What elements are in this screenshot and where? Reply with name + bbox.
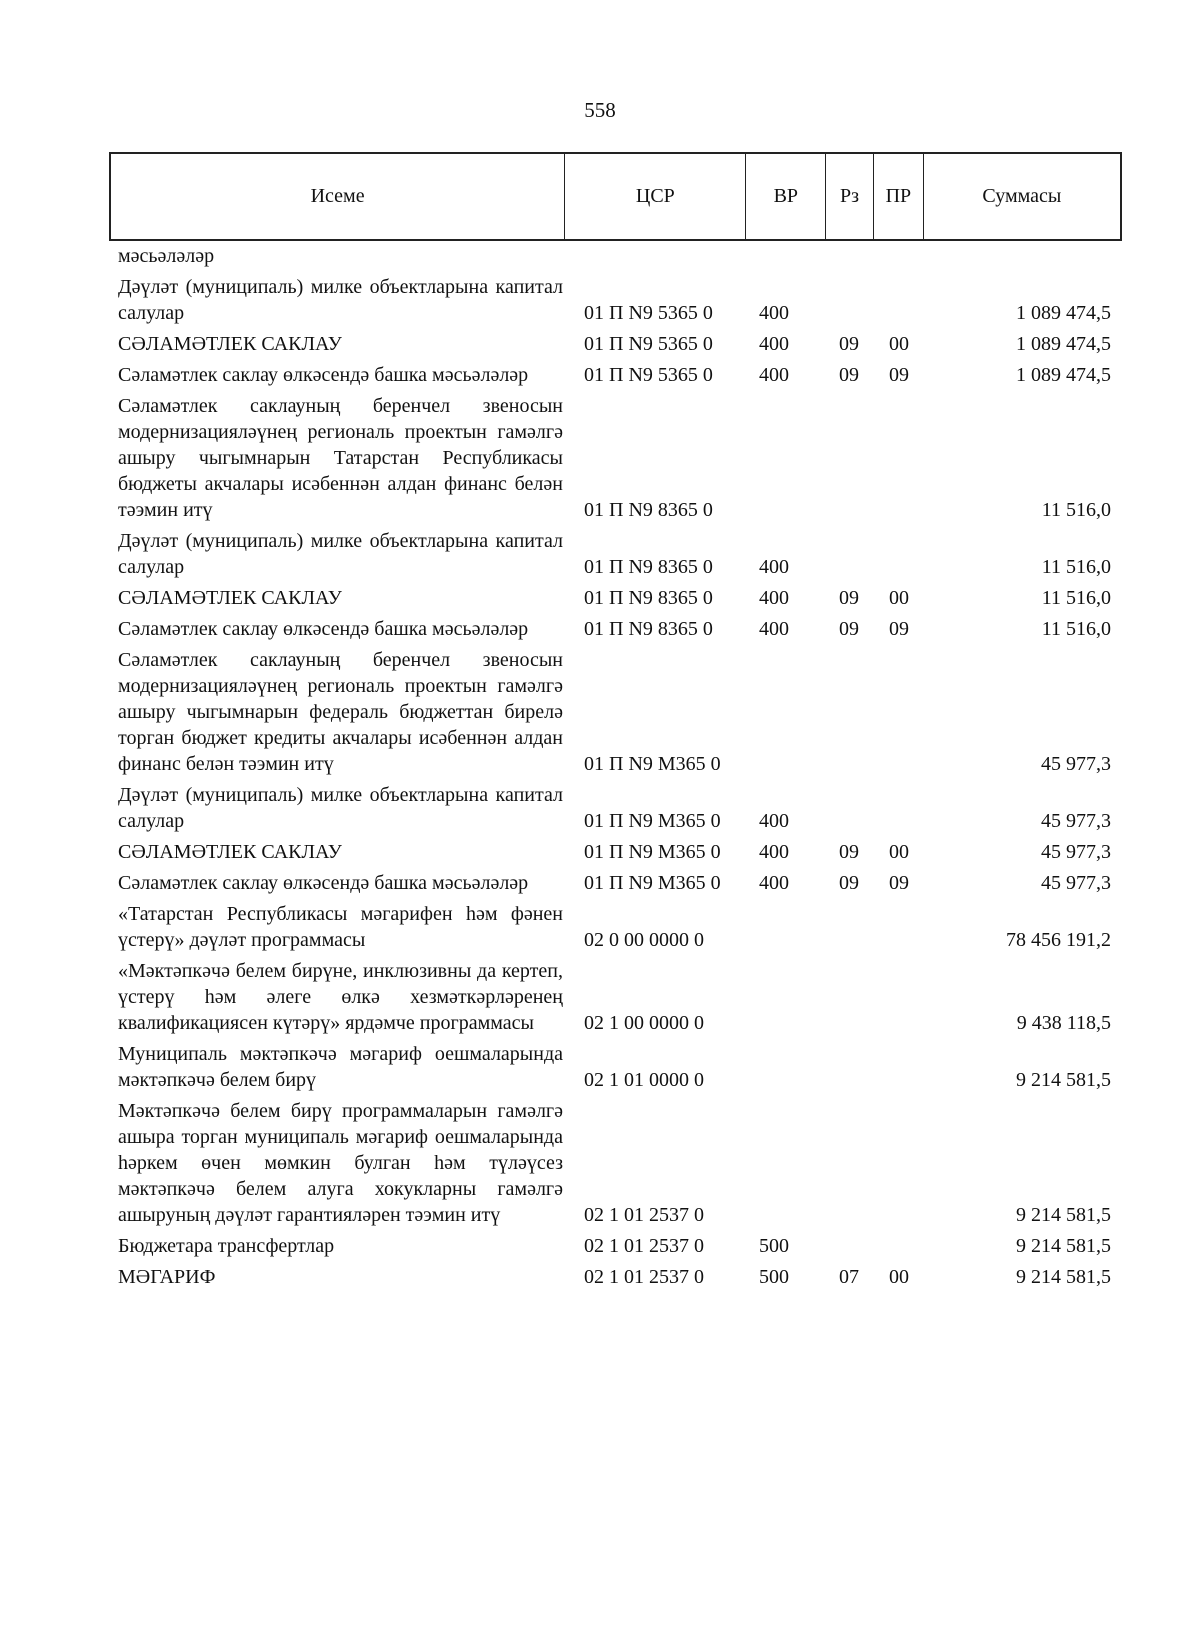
row-sum: 78 456 191,2: [1006, 929, 1111, 951]
row-name: СӘЛАМӘТЛЕК САКЛАУ: [118, 587, 342, 609]
row-csr: [565, 331, 747, 357]
row-csr-text: 02 1 00 0000 0: [584, 1012, 704, 1034]
row-vr: 400: [759, 618, 789, 640]
row-csr-text: 01 П N9 М365 0: [584, 841, 721, 863]
row-csr: [565, 243, 747, 269]
row-pr: 09: [889, 364, 909, 386]
row-sum: 45 977,3: [1041, 872, 1111, 894]
table-row: [109, 1098, 1122, 1228]
row-csr: [565, 808, 747, 834]
row-rz: 09: [839, 872, 859, 894]
row-pr: 00: [889, 587, 909, 609]
row-csr: [565, 616, 747, 642]
row-name: Дәүләт (муниципаль) милке объектларына капитал салулар: [118, 530, 563, 578]
row-name: мәсьәләләр: [118, 245, 215, 267]
row-csr-text: 01 П N9 5365 0: [584, 333, 713, 355]
row-sum: 1 089 474,5: [1016, 333, 1111, 355]
row-sum: 9 214 581,5: [1016, 1204, 1111, 1226]
row-sum: 11 516,0: [1041, 587, 1111, 609]
table-row: [109, 958, 1122, 1036]
row-pr: 00: [889, 1266, 909, 1288]
row-csr-text: 01 П N9 8365 0: [584, 618, 713, 640]
row-csr: [565, 300, 747, 326]
row-csr: [565, 554, 747, 580]
row-csr: [565, 927, 747, 953]
row-vr: 400: [759, 587, 789, 609]
row-rz: 09: [839, 841, 859, 863]
row-pr: 09: [889, 872, 909, 894]
row-rz: 09: [839, 364, 859, 386]
row-csr-text: 01 П N9 8365 0: [584, 587, 713, 609]
row-vr: 500: [759, 1266, 789, 1288]
row-csr-text: 02 1 01 0000 0: [584, 1069, 704, 1091]
header-csr: ЦСР: [565, 154, 746, 239]
row-csr-text: 01 П N9 М365 0: [584, 810, 721, 832]
table-row: [109, 274, 1122, 326]
row-vr: 500: [759, 1235, 789, 1257]
row-vr: 400: [759, 556, 789, 578]
row-name: СӘЛАМӘТЛЕК САКЛАУ: [118, 841, 342, 863]
page-number: 558: [584, 98, 616, 122]
row-pr: 09: [889, 618, 909, 640]
row-pr: 00: [889, 333, 909, 355]
table-row: [109, 647, 1122, 777]
table-body: [109, 243, 1122, 1290]
row-name: Сәламәтлек саклау өлкәсендә башка мәсьәләләр: [118, 872, 529, 894]
table-row: [109, 901, 1122, 953]
table-row: [109, 1233, 1122, 1259]
row-sum: 9 214 581,5: [1016, 1069, 1111, 1091]
row-name: МӘГАРИФ: [118, 1266, 216, 1288]
row-csr-text: 02 1 01 2537 0: [584, 1235, 704, 1257]
row-vr: 400: [759, 333, 789, 355]
row-vr: 400: [759, 364, 789, 386]
table-row: [109, 1264, 1122, 1290]
table-header: [109, 152, 1122, 241]
row-name: Сәламәтлек саклауның беренчел звеносын модернизацияләүнең региональ проектын гамәлгә ашыру чыгымнарын федераль бюджеттан бирелә торган бюджет кредиты акчалары исәбеннән алдан финанс белән тәэмин итү: [118, 649, 563, 775]
row-csr: [565, 870, 747, 896]
table-row: [109, 528, 1122, 580]
row-rz: 07: [839, 1266, 859, 1288]
row-sum: 11 516,0: [1041, 556, 1111, 578]
header-name: Исеме: [111, 154, 565, 239]
row-vr: 400: [759, 302, 789, 324]
row-sum: 9 214 581,5: [1016, 1235, 1111, 1257]
header-rz: Рз: [826, 154, 874, 239]
row-csr: [565, 751, 747, 777]
table-row: [109, 393, 1122, 523]
row-sum: 11 516,0: [1041, 618, 1111, 640]
row-name: «Татарстан Республикасы мәгарифен һәм фәнен үстерү» дәүләт программасы: [118, 903, 563, 951]
table-row: [109, 243, 1122, 269]
row-vr: 400: [759, 841, 789, 863]
row-vr: 400: [759, 872, 789, 894]
header-sum: Суммасы: [982, 185, 1062, 207]
budget-table: [109, 152, 1122, 1295]
row-csr: [565, 1010, 747, 1036]
row-name: Мәктәпкәчә белем бирү программаларын гамәлгә ашыра торган муниципаль мәгариф оешмаларында һәркем өчен мөмкин булган һәм түләүсез мәктәпкәчә белем алуга хокукларны гамәлгә ашыруның дәүләт гарантияләрен тәэмин итү: [118, 1100, 563, 1226]
row-csr: [565, 497, 747, 523]
table-row: [109, 585, 1122, 611]
header-pr: ПР: [874, 154, 924, 239]
row-name: Дәүләт (муниципаль) милке объектларына капитал салулар: [118, 784, 563, 832]
row-sum: 45 977,3: [1041, 841, 1111, 863]
row-name: Муниципаль мәктәпкәчә мәгариф оешмаларында мәктәпкәчә белем бирү: [118, 1043, 563, 1091]
row-name: Дәүләт (муниципаль) милке объектларына капитал салулар: [118, 276, 563, 324]
row-csr: [565, 1202, 747, 1228]
table-row: [109, 331, 1122, 357]
row-sum: 1 089 474,5: [1016, 302, 1111, 324]
row-csr-text: 01 П N9 М365 0: [584, 753, 721, 775]
row-csr-text: 01 П N9 8365 0: [584, 499, 713, 521]
row-name: Бюджетара трансфертлар: [118, 1235, 335, 1257]
table-row: [109, 782, 1122, 834]
row-sum: 45 977,3: [1041, 810, 1111, 832]
row-csr-text: 01 П N9 5365 0: [584, 364, 713, 386]
row-csr-text: 02 1 01 2537 0: [584, 1204, 704, 1226]
row-csr-text: 02 0 00 0000 0: [584, 929, 704, 951]
row-rz: 09: [839, 333, 859, 355]
row-sum: 1 089 474,5: [1016, 364, 1111, 386]
row-sum: 9 214 581,5: [1016, 1266, 1111, 1288]
row-csr: [565, 362, 747, 388]
row-csr: [565, 839, 747, 865]
row-csr-text: 01 П N9 М365 0: [584, 872, 721, 894]
header-vr: ВР: [746, 154, 826, 239]
row-csr: [565, 1264, 747, 1290]
row-name: Сәламәтлек саклауның беренчел звеносын модернизацияләүнең региональ проектын гамәлгә ашыру чыгымнарын Татарстан Республикасы бюджеты акчалары исәбеннән алдан финанс белән тәэмин итү: [118, 395, 563, 521]
row-csr-text: 02 1 01 2537 0: [584, 1266, 704, 1288]
row-csr: [565, 585, 747, 611]
row-sum: 9 438 118,5: [1016, 1012, 1111, 1034]
row-name: Сәламәтлек саклау өлкәсендә башка мәсьәләләр: [118, 618, 529, 640]
row-rz: 09: [839, 587, 859, 609]
row-vr: 400: [759, 810, 789, 832]
table-row: [109, 1041, 1122, 1093]
row-pr: 00: [889, 841, 909, 863]
row-rz: 09: [839, 618, 859, 640]
row-name: Сәламәтлек саклау өлкәсендә башка мәсьәләләр: [118, 364, 529, 386]
row-csr: [565, 1067, 747, 1093]
row-csr-text: 01 П N9 5365 0: [584, 302, 713, 324]
table-row: [109, 362, 1122, 388]
table-row: [109, 870, 1122, 896]
row-name: «Мәктәпкәчә белем бирүне, инклюзивны да кертеп, үстерү һәм әлеге өлкә хезмәткәрләренең квалификациясен күтәрү» ярдәмче программасы: [118, 960, 563, 1034]
row-name: СӘЛАМӘТЛЕК САКЛАУ: [118, 333, 342, 355]
row-sum: 11 516,0: [1041, 499, 1111, 521]
table-row: [109, 616, 1122, 642]
row-sum: 45 977,3: [1041, 753, 1111, 775]
row-csr-text: 01 П N9 8365 0: [584, 556, 713, 578]
row-csr: [565, 1233, 747, 1259]
table-row: [109, 839, 1122, 865]
